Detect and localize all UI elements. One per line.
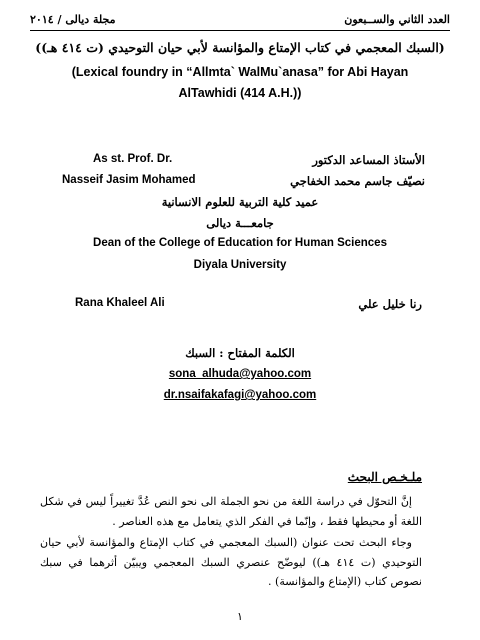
author1-rank-ar: الأستاذ المساعد الدكتور	[312, 153, 425, 167]
author1-name-row	[62, 174, 425, 188]
author1-name-en: Nasseif Jasim Mohamed	[62, 174, 196, 186]
journal-name: مجلة ديالى / ٢٠١٤	[30, 12, 116, 26]
title-english-line2: AlTawhidi (414 A.H.))	[178, 86, 302, 100]
keyword-line: الكلمة المفتاح : السبك	[185, 346, 295, 360]
email-line-1	[0, 366, 480, 380]
header-rule	[30, 30, 450, 31]
author2-row	[75, 297, 422, 311]
page-number: ١	[237, 610, 243, 623]
abstract-heading: ملـخـص البحث	[347, 470, 422, 484]
abstract-paragraph: وجاء البحث تحت عنوان (السبك المعجمي في كتاب الإمتاع والمؤانسة لأبي حيان التوحيدي (ت ٤١٤ هـ)) ليوضّح عنصري السبك المعجمي ويبيّن أثرهما في سبك نصوص كتاب (الإمتاع والمؤانسة) .	[40, 536, 422, 588]
author1-rank-row	[55, 153, 425, 167]
abstract-body	[40, 492, 422, 594]
email-line-2	[0, 387, 480, 401]
title-english	[0, 62, 480, 104]
abstract-paragraph: إنَّ التحوّل في دراسة اللغة من نحو الجملة الى نحو النص عُدَّ تغييراً ليس في شكل اللغة أو محيطها فقط ، وإنّما في الفكر الذي يتعامل مع هذه العناصر .	[40, 495, 422, 528]
title-arabic: (السبك المعجمي في كتاب الإمتاع والمؤانسة لأبي حيان التوحيدي (ت ٤١٤ هـ))	[35, 40, 445, 55]
email-link[interactable]: sona_alhuda@yahoo.com	[168, 368, 312, 380]
author1-name-ar: نصيّف جاسم محمد الخفاجي	[290, 174, 425, 188]
issue-number: العدد الثاني والســبعون	[344, 12, 450, 26]
author2-name-en: Rana Khaleel Ali	[75, 297, 165, 309]
author1-university-en: Diyala University	[193, 259, 287, 271]
author1-position-ar: عميد كلية التربية للعلوم الانسانية	[161, 195, 319, 209]
author2-name-ar: رنا خليل علي	[358, 297, 422, 311]
author1-position-en: Dean of the College of Education for Human Sciences	[93, 237, 387, 249]
title-english-line1: (Lexical foundry in “Allmta` WalMu`anasa” for Abi Hayan	[71, 65, 409, 79]
author1-university-ar: جامعـــة ديالى	[206, 216, 274, 230]
running-header	[30, 8, 450, 30]
email-link[interactable]: dr.nsaifakafagi@yahoo.com	[163, 389, 317, 401]
author1-rank-en: As st. Prof. Dr.	[93, 153, 173, 165]
